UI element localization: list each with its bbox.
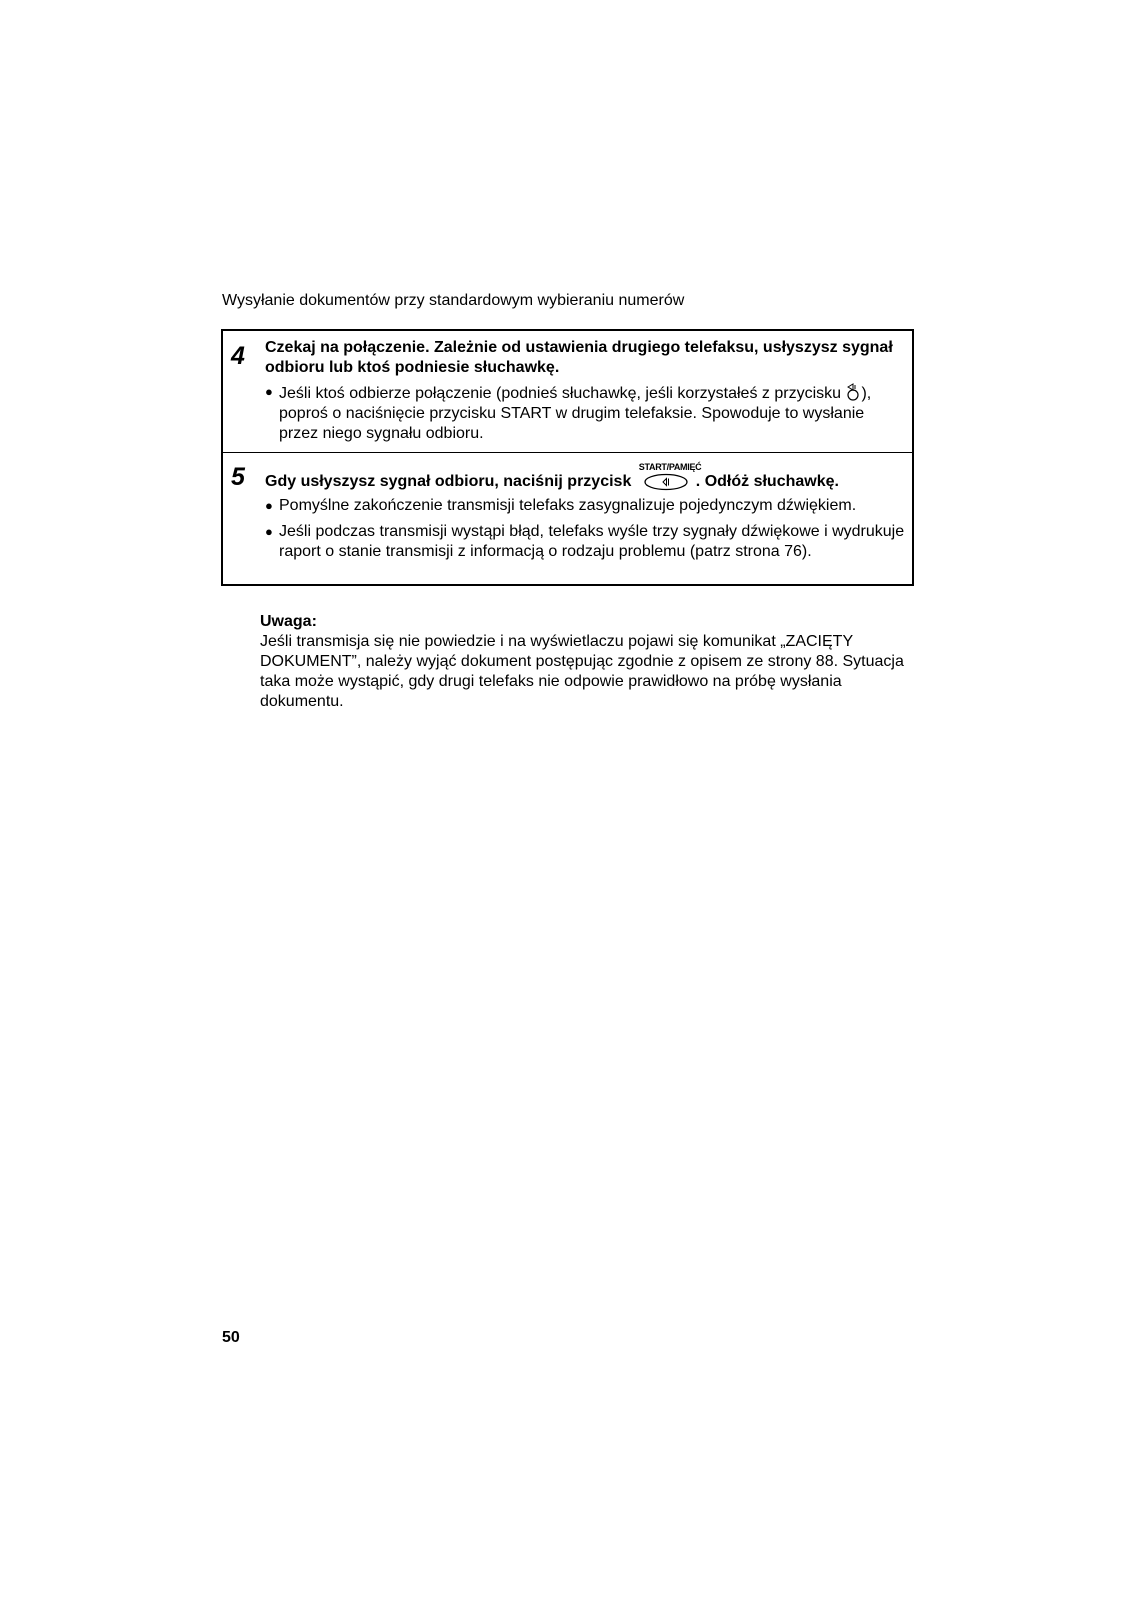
speaker-handset-icon	[845, 382, 861, 402]
note-body: Jeśli transmisja się nie powiedzie i na wyświetlaczu pojawi się komunikat „ZACIĘTY DOKUMENT”, należy wyjąć dokument postępując zgodnie z opisem ze strony 88. Sytuacja taka może wystąpić, gdy drugi telefaks nie odpowie prawidłowo na próbę wysłania dokumentu.	[260, 633, 904, 710]
start-memory-key-icon	[637, 462, 702, 492]
bullet-icon: ●	[265, 384, 273, 399]
step-5	[223, 452, 912, 587]
bullet-item	[265, 382, 906, 444]
page-number: 50	[222, 1329, 240, 1346]
bullet-text: Jeśli ktoś odbierze połączenie (podnieś słuchawkę, jeśli korzystałeś z przycisku ), poproś o naciśnięcie przycisku START w drugim telefaksie. Spowoduje to wysłanie przez niego sygnału odbioru.	[279, 382, 906, 444]
bullet-item	[265, 496, 906, 516]
note	[260, 612, 910, 712]
bullet-item	[265, 522, 906, 562]
step-title: Czekaj na połączenie. Zależnie od ustawienia drugiego telefaksu, usłyszysz sygnał odbioru lub ktoś podniesie słuchawkę.	[265, 339, 893, 376]
running-header: Wysyłanie dokumentów przy standardowym wybieraniu numerów	[222, 292, 685, 309]
bullet-text: Jeśli podczas transmisji wystąpi błąd, telefaks wyśle trzy sygnały dźwiękowe i wydrukuje raport o stanie transmisji z informacją o rodzaju problemu (patrz strona 76).	[279, 523, 905, 560]
step-number: 5	[231, 463, 245, 491]
note-heading: Uwaga:	[260, 613, 317, 630]
start-key-label: START/PAMIĘĆ	[638, 462, 702, 472]
step-title: Gdy usłyszysz sygnał odbioru, naciśnij przycisk START/PAMIĘĆ . Odłóż słuchawkę.	[265, 462, 839, 490]
step-number: 4	[231, 342, 245, 370]
bullet-icon: ●	[265, 524, 273, 539]
step-4	[223, 331, 912, 452]
bullet-icon: ●	[265, 498, 273, 513]
steps-box	[221, 329, 914, 586]
bullet-text: Pomyślne zakończenie transmisji telefaks zasygnalizuje pojedynczym dźwiękiem.	[279, 497, 857, 514]
